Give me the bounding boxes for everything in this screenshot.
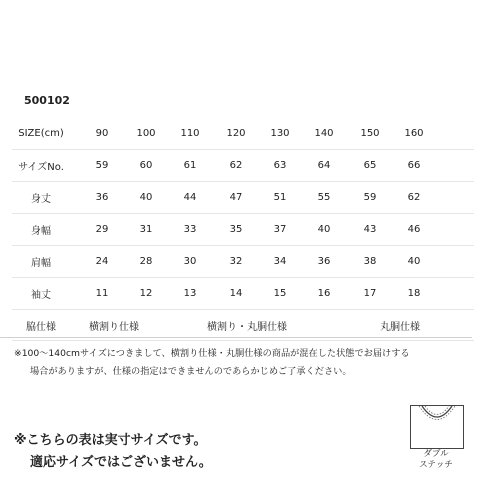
table-row: [12, 246, 474, 278]
table-cell: 110: [180, 128, 200, 139]
table-cell: 62: [229, 160, 243, 171]
table-cell: 18: [407, 288, 421, 299]
divider: [0, 337, 472, 338]
spec-group-cell: 横割り・丸胴仕様: [207, 321, 287, 333]
table-cell: 100: [136, 128, 156, 139]
table-cell: 16: [317, 288, 331, 299]
double-stitch-diagram: [410, 405, 464, 449]
table-cell: 11: [95, 288, 109, 299]
table-cell: 32: [229, 256, 243, 267]
neckline-stitch-icon: [411, 406, 463, 448]
table-cell: 65: [363, 160, 377, 171]
table-cell: 24: [95, 256, 109, 267]
spec-group-cell: 横割り仕様: [89, 321, 139, 333]
table-cell: 59: [95, 160, 109, 171]
table-cell: 46: [407, 224, 421, 235]
table-cell: 61: [183, 160, 197, 171]
row-label: 肩幅: [31, 258, 51, 269]
stitch-label-line1: ダブル: [423, 449, 449, 459]
table-cell: 12: [139, 288, 153, 299]
spec-group-cell: 丸胴仕様: [380, 321, 420, 333]
table-cell: 62: [407, 192, 421, 203]
table-cell: 31: [139, 224, 153, 235]
table-cell: 51: [273, 192, 287, 203]
table-cell: 36: [317, 256, 331, 267]
table-cell: 13: [183, 288, 197, 299]
product-code: 500102: [24, 94, 70, 107]
double-stitch-label: [404, 449, 468, 471]
row-label: 脇仕様: [26, 321, 56, 333]
table-cell: 33: [183, 224, 197, 235]
actual-size-note-line1: ※こちらの表は実寸サイズです。: [14, 433, 207, 448]
table-cell: 66: [407, 160, 421, 171]
mixed-spec-note-line1: ※100〜140cmサイズにつきまして、横割り仕様・丸胴仕様の商品が混在した状態でお届けする: [14, 348, 410, 359]
table-cell: 15: [273, 288, 287, 299]
table-cell: 150: [360, 128, 380, 139]
table-cell: 47: [229, 192, 243, 203]
table-cell: 30: [183, 256, 197, 267]
table-cell: 34: [273, 256, 287, 267]
table-cell: 140: [314, 128, 334, 139]
row-label: 身丈: [31, 194, 51, 205]
row-label: サイズNo.: [18, 162, 64, 173]
table-cell: 29: [95, 224, 109, 235]
table-cell: 59: [363, 192, 377, 203]
table-cell: 38: [363, 256, 377, 267]
stitch-label-line2: ステッチ: [419, 460, 453, 470]
row-label: 身幅: [31, 226, 51, 237]
table-cell: 63: [273, 160, 287, 171]
table-row: [12, 278, 474, 310]
size-table: [12, 118, 474, 341]
table-row: [12, 214, 474, 246]
table-row: [12, 150, 474, 182]
mixed-spec-note-line2: 場合がありますが、仕様の指定はできませんのであらかじめご了承ください。: [30, 366, 352, 377]
table-cell: 40: [317, 224, 331, 235]
table-cell: 120: [226, 128, 246, 139]
table-cell: 35: [229, 224, 243, 235]
table-cell: 40: [139, 192, 153, 203]
actual-size-note-line2: 適応サイズではございません。: [30, 455, 212, 470]
table-cell: 160: [404, 128, 424, 139]
table-cell: 60: [139, 160, 153, 171]
table-cell: 90: [95, 128, 109, 139]
table-cell: 14: [229, 288, 243, 299]
row-label: SIZE(cm): [18, 128, 64, 139]
table-cell: 64: [317, 160, 331, 171]
table-row: [12, 118, 474, 150]
table-row: [12, 182, 474, 214]
table-cell: 44: [183, 192, 197, 203]
row-label: 袖丈: [31, 290, 51, 301]
table-cell: 130: [270, 128, 290, 139]
table-cell: 40: [407, 256, 421, 267]
table-cell: 28: [139, 256, 153, 267]
table-cell: 36: [95, 192, 109, 203]
table-cell: 43: [363, 224, 377, 235]
table-cell: 37: [273, 224, 287, 235]
table-cell: 55: [317, 192, 331, 203]
table-cell: 17: [363, 288, 377, 299]
